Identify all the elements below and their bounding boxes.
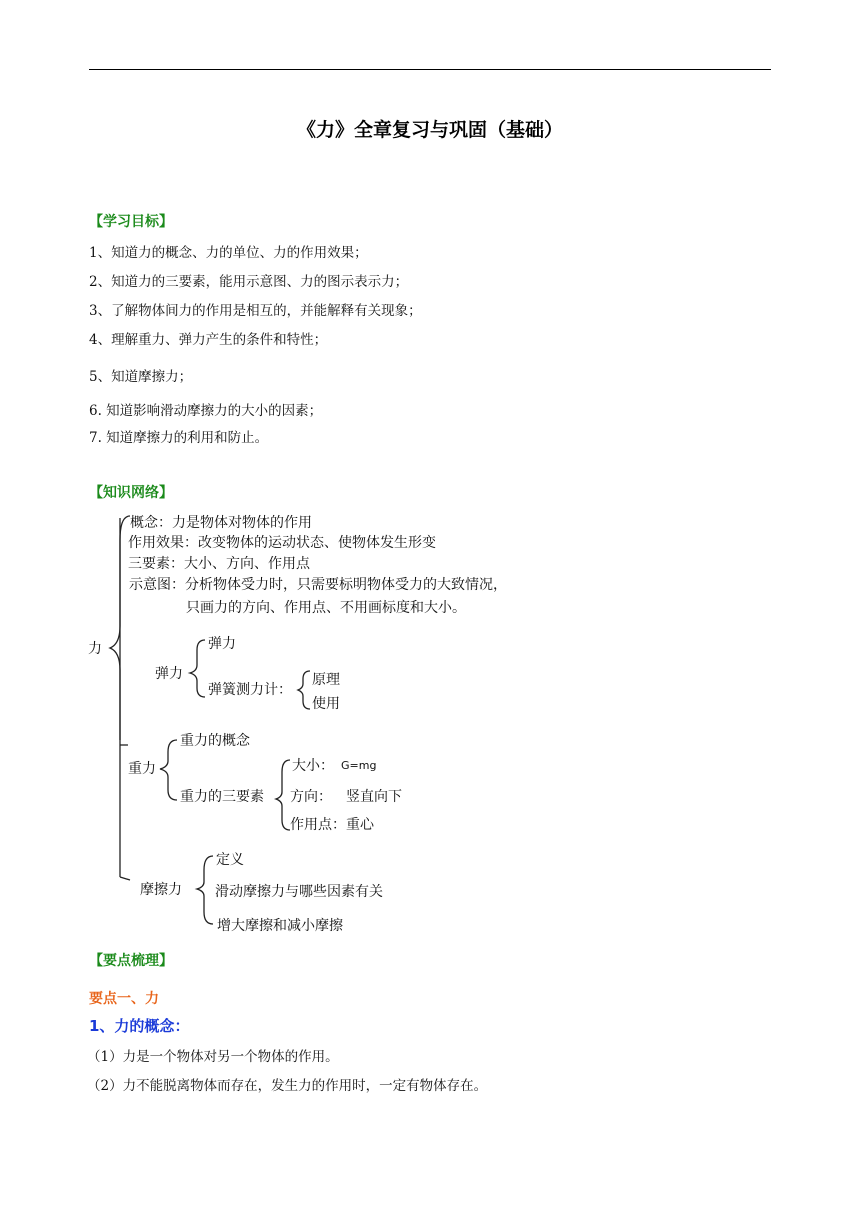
friction-brace bbox=[197, 856, 213, 924]
goal-item-4: 4、理解重力、弹力产生的条件和特性； bbox=[89, 332, 328, 348]
goal-item-7: 7. 知道摩擦力的利用和防止。 bbox=[89, 430, 269, 446]
point-one-title: 要点一、力 bbox=[89, 991, 159, 1007]
gravity-elements-label: 重力的三要素 bbox=[180, 789, 264, 805]
diagram-line-2: 只画力的方向、作用点、不用画标度和大小。 bbox=[186, 600, 466, 616]
root-label: 力 bbox=[88, 641, 102, 657]
increase-decrease-label: 增大摩擦和减小摩擦 bbox=[217, 918, 343, 934]
goal-item-5: 5、知道摩擦力； bbox=[89, 369, 193, 385]
page-title: 《力》全章复习与巩固（基础） bbox=[296, 119, 563, 141]
elastic-brace bbox=[190, 640, 205, 697]
network-heading: 【知识网络】 bbox=[89, 485, 173, 501]
concept-item-2: （2）力不能脱离物体而存在，发生力的作用时，一定有物体存在。 bbox=[87, 1078, 488, 1094]
main-brace bbox=[110, 516, 130, 740]
concept-line: 概念：力是物体对物体的作用 bbox=[130, 515, 312, 531]
gravity-label: 重力 bbox=[128, 761, 156, 777]
three-elements-line: 三要素：大小、方向、作用点 bbox=[128, 556, 310, 572]
effect-line: 作用效果：改变物体的运动状态、使物体发生形变 bbox=[128, 535, 436, 551]
force-concept-title: 1、力的概念： bbox=[89, 1017, 190, 1035]
sliding-friction-label: 滑动摩擦力与哪些因素有关 bbox=[215, 884, 383, 900]
elastic-label: 弹力 bbox=[155, 666, 183, 682]
friction-label: 摩擦力 bbox=[140, 882, 182, 898]
key-points-heading: 【要点梳理】 bbox=[89, 953, 173, 969]
size-formula: G=mg bbox=[341, 759, 377, 772]
gravity-elements-brace bbox=[276, 760, 290, 830]
friction-connector bbox=[120, 877, 130, 880]
goal-item-3: 3、了解物体间力的作用是相互的，并能解释有关现象； bbox=[89, 303, 422, 319]
size-label: 大小： bbox=[292, 758, 334, 774]
gravity-brace bbox=[160, 740, 177, 800]
elastic-sub-label: 弹力 bbox=[208, 636, 236, 652]
gravity-concept-label: 重力的概念 bbox=[180, 733, 250, 749]
point-label: 作用点：重心 bbox=[290, 817, 374, 833]
goal-item-1: 1、知道力的概念、力的单位、力的作用效果； bbox=[89, 245, 368, 261]
concept-item-1: （1）力是一个物体对另一个物体的作用。 bbox=[87, 1049, 339, 1065]
definition-label: 定义 bbox=[216, 852, 244, 868]
spring-brace bbox=[298, 671, 310, 709]
direction-label: 方向： bbox=[290, 789, 332, 805]
principle-label: 原理 bbox=[312, 672, 340, 688]
goal-item-2: 2、知道力的三要素，能用示意图、力的图示表示力； bbox=[89, 274, 409, 290]
goals-heading: 【学习目标】 bbox=[89, 214, 173, 230]
diagram-line-1: 示意图：分析物体受力时，只需要标明物体受力的大致情况， bbox=[129, 577, 507, 593]
goal-item-6: 6. 知道影响滑动摩擦力的大小的因素； bbox=[89, 403, 323, 419]
direction-value: 竖直向下 bbox=[346, 789, 402, 805]
spring-scale-label: 弹簧测力计： bbox=[208, 682, 292, 698]
usage-label: 使用 bbox=[312, 696, 340, 712]
